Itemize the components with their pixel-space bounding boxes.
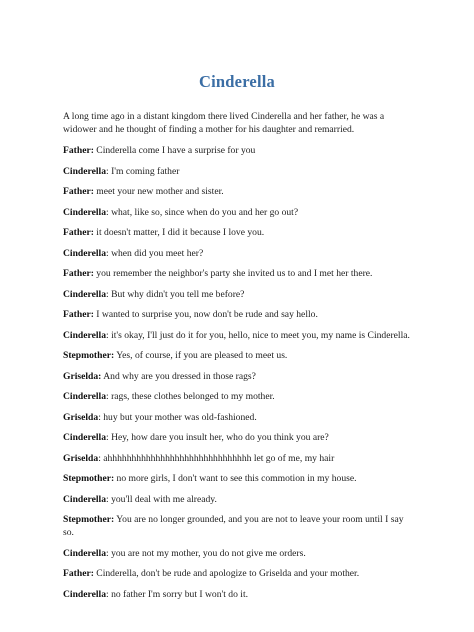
- document-title: Cinderella: [199, 72, 275, 91]
- speaker-name: Cinderella: [63, 493, 106, 505]
- speaker-name: Stepmother:: [63, 473, 115, 484]
- dialogue-text: it doesn't matter, I did it because I love you.: [93, 227, 265, 238]
- speaker-name: Father:: [63, 568, 94, 579]
- dialogue-text: : you'll deal with me already.: [106, 493, 217, 505]
- dialogue-text: meet your new mother and sister.: [93, 186, 224, 197]
- dialogue-text: : rags, these clothes belonged to my mother.: [106, 391, 275, 402]
- dialogue-line: [63, 431, 415, 444]
- dialogue-text: : Hey, how dare you insult her, who do you think you are?: [106, 432, 329, 443]
- dialogue-line: [63, 493, 415, 506]
- speaker-name: Griselda:: [63, 370, 102, 382]
- speaker-name: Cinderella: [63, 432, 106, 443]
- dialogue-text: no more girls, I don't want to see this commotion in my house.: [114, 473, 357, 484]
- dialogue-line: [63, 390, 415, 403]
- speaker-name: Cinderella: [63, 247, 106, 259]
- dialogue-line: [63, 165, 415, 178]
- dialogue-line: [63, 452, 415, 465]
- dialogue-line: [63, 513, 415, 539]
- speaker-name: Cinderella: [63, 391, 106, 402]
- speaker-name: Father:: [63, 227, 94, 238]
- speaker-name: Cinderella: [63, 547, 106, 559]
- speaker-name: Cinderella: [63, 288, 106, 300]
- dialogue-line: [63, 206, 415, 219]
- dialogue-line: [63, 349, 415, 362]
- dialogue-text: Cinderella, don't be rude and apologize to Griselda and your mother.: [93, 568, 360, 579]
- intro-paragraph: A long time ago in a distant kingdom there lived Cinderella and her father, he was a widower and he thought of finding a mother for his daughter and remarried.: [63, 111, 385, 135]
- dialogue-text: Yes, of course, if you are pleased to meet us.: [114, 350, 288, 361]
- speaker-name: Cinderella: [63, 329, 106, 341]
- speaker-name: Griselda: [63, 452, 99, 464]
- dialogue-text: : But why didn't you tell me before?: [106, 288, 245, 300]
- dialogue-line: [63, 472, 415, 485]
- dialogue-text: : huy but your mother was old-fashioned.: [98, 411, 257, 423]
- speaker-name: Griselda: [63, 411, 99, 423]
- dialogue-text: : no father I'm sorry but I won't do it.: [106, 588, 249, 600]
- speaker-name: Father:: [63, 309, 94, 320]
- dialogue-line: [63, 567, 415, 580]
- dialogue-text: : when did you meet her?: [106, 247, 204, 259]
- dialogue-text: you remember the neighbor's party she invited us to and I met her there.: [93, 268, 373, 279]
- speaker-name: Father:: [63, 186, 94, 197]
- dialogue-line: [63, 288, 415, 301]
- dialogue-text: : I'm coming father: [106, 165, 180, 177]
- speaker-name: Cinderella: [63, 206, 106, 218]
- speaker-name: Stepmother:: [63, 350, 115, 361]
- speaker-name: Cinderella: [63, 165, 106, 177]
- dialogue-text: I wanted to surprise you, now don't be rude and say hello.: [93, 309, 318, 320]
- dialogue-line: [63, 329, 415, 342]
- dialogue-line: [63, 411, 415, 424]
- dialogue-line: [63, 547, 415, 560]
- dialogue-line: [63, 588, 415, 601]
- dialogue-text: You are no longer grounded, and you are not to leave your room until I say so.: [63, 514, 404, 538]
- dialogue-text: Cinderella come I have a surprise for you: [93, 145, 256, 156]
- speaker-name: Cinderella: [63, 588, 106, 600]
- speaker-name: Father:: [63, 268, 94, 279]
- dialogue-text: : it's okay, I'll just do it for you, hello, nice to meet you, my name is Cinderella.: [106, 329, 410, 341]
- dialogue-line: [63, 226, 415, 239]
- dialogue-text: : you are not my mother, you do not give me orders.: [106, 547, 306, 559]
- dialogue-text: : ahhhhhhhhhhhhhhhhhhhhhhhhhhhhhh let go of me, my hair: [98, 452, 335, 464]
- speaker-name: Stepmother:: [63, 514, 115, 525]
- dialogue-line: [63, 308, 415, 321]
- dialogue-line: [63, 267, 415, 280]
- dialogue-text: And why are you dressed in those rags?: [101, 370, 256, 382]
- dialogue-line: [63, 370, 415, 383]
- document-body: [63, 110, 415, 608]
- dialogue-text: : what, like so, since when do you and her go out?: [106, 206, 299, 218]
- speaker-name: Father:: [63, 145, 94, 156]
- dialogue-line: [63, 185, 415, 198]
- dialogue-line: [63, 144, 415, 157]
- dialogue-line: [63, 247, 415, 260]
